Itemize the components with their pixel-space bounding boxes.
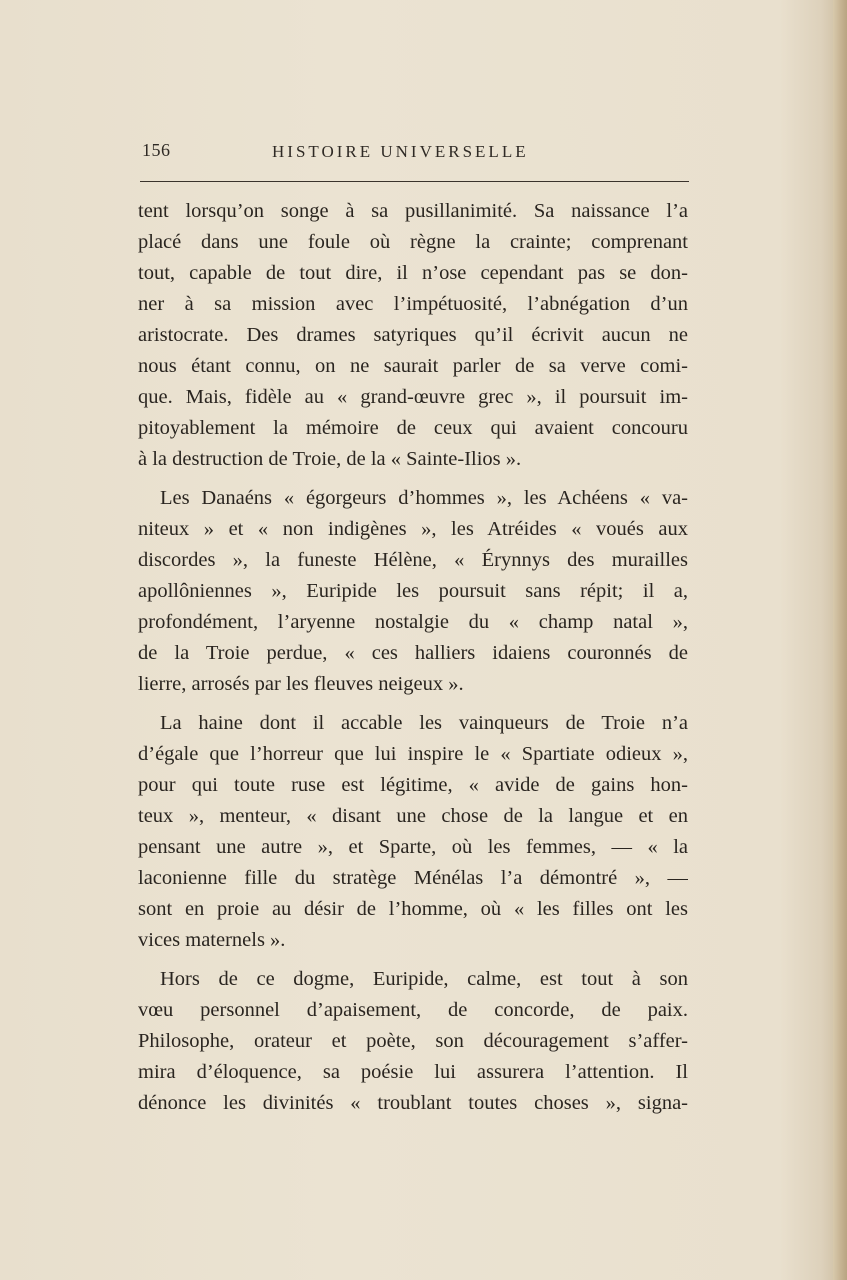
paragraph-4: [138, 964, 688, 1119]
text-line: apollôniennes », Euripide les poursuit sans répit; il a,: [138, 580, 688, 602]
header-rule: [140, 181, 689, 182]
page-edge: [833, 0, 847, 1280]
paragraph-1: [138, 196, 688, 475]
text-line: d’égale que l’horreur que lui inspire le « Spartiate odieux »,: [138, 743, 688, 765]
paragraph-gap: [138, 956, 688, 964]
text-line: dénonce les divinités « troublant toutes choses », signa-: [138, 1092, 688, 1114]
page-number: 156: [142, 140, 171, 160]
body-text: [138, 196, 688, 1119]
paragraph-gap: [138, 700, 688, 708]
text-line: aristocrate. Des drames satyriques qu’il écrivit aucun ne: [138, 324, 688, 346]
running-head: [142, 140, 690, 170]
book-title: HISTOIRE UNIVERSELLE: [272, 142, 529, 161]
text-line: Les Danaéns « égorgeurs d’hommes », les Achéens « va-: [160, 487, 688, 509]
text-line: à la destruction de Troie, de la « Sainte-Ilios ».: [138, 448, 522, 470]
text-line: sont en proie au désir de l’homme, où « les filles ont les: [138, 898, 688, 920]
text-line: ner à sa mission avec l’impétuosité, l’abnégation d’un: [138, 293, 688, 315]
text-line: La haine dont il accable les vainqueurs de Troie n’a: [160, 712, 688, 734]
text-line: Hors de ce dogme, Euripide, calme, est tout à son: [160, 968, 688, 990]
text-line: nous étant connu, on ne saurait parler de sa verve comi-: [138, 355, 688, 377]
text-line: Philosophe, orateur et poète, son découragement s’affer-: [138, 1030, 688, 1052]
text-line: laconienne fille du stratège Ménélas l’a démontré », —: [138, 867, 688, 889]
paragraph-2: [138, 483, 688, 700]
text-line: placé dans une foule où règne la crainte; comprenant: [138, 231, 688, 253]
text-line: de la Troie perdue, « ces halliers idaiens couronnés de: [138, 642, 688, 664]
text-line: niteux » et « non indigènes », les Atréides « voués aux: [138, 518, 688, 540]
text-line: mira d’éloquence, sa poésie lui assurera l’attention. Il: [138, 1061, 688, 1083]
text-line: profondément, l’aryenne nostalgie du « champ natal »,: [138, 611, 688, 633]
text-line: discordes », la funeste Hélène, « Érynnys des murailles: [138, 549, 688, 571]
text-line: lierre, arrosés par les fleuves neigeux ».: [138, 673, 464, 695]
paragraph-gap: [138, 475, 688, 483]
text-line: tent lorsqu’on songe à sa pusillanimité. Sa naissance l’a: [138, 200, 688, 222]
text-line: pitoyablement la mémoire de ceux qui avaient concouru: [138, 417, 688, 439]
text-line: que. Mais, fidèle au « grand-œuvre grec », il poursuit im-: [138, 386, 688, 408]
text-line: tout, capable de tout dire, il n’ose cependant pas se don-: [138, 262, 688, 284]
text-line: pensant une autre », et Sparte, où les femmes, — « la: [138, 836, 688, 858]
text-line: vœu personnel d’apaisement, de concorde, de paix.: [138, 999, 688, 1021]
text-line: pour qui toute ruse est légitime, « avide de gains hon-: [138, 774, 688, 796]
paragraph-3: [138, 708, 688, 956]
text-line: vices maternels ».: [138, 929, 286, 951]
text-line: teux », menteur, « disant une chose de la langue et en: [138, 805, 688, 827]
